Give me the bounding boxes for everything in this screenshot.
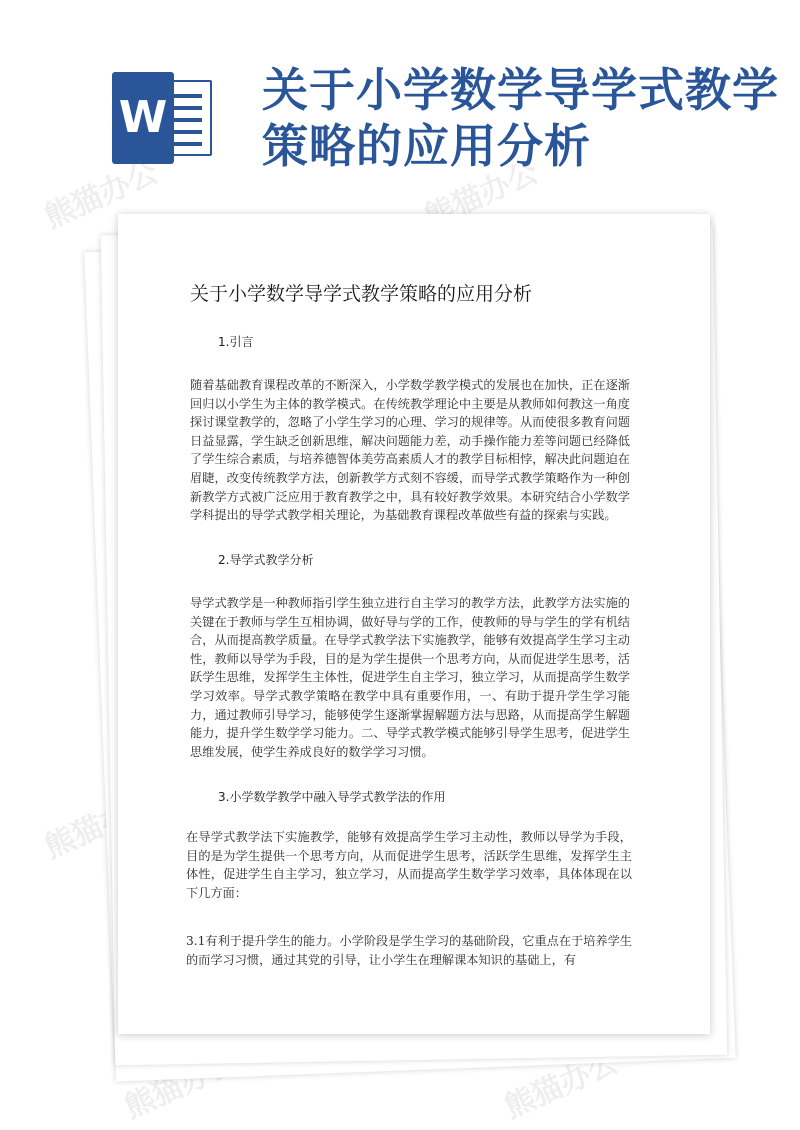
subsection-body: 3.1有利于提升学生的能力。小学阶段是学生学习的基础阶段，它重点在于培养学生的而学习习惯，通过其党的引导，让小学生在理解课本知识的基础上，有 [186, 934, 632, 967]
watermark: 熊猫办公 [39, 154, 164, 236]
watermark: 熊猫办公 [119, 1044, 244, 1126]
section-heading: 3.小学数学教学中融入导学式教学法的作用 [218, 790, 446, 804]
section-heading: 1.引言 [218, 335, 254, 349]
watermark: 熊猫办公 [499, 1044, 624, 1126]
banner-title: 关于小学数学导学式教学策略的应用分析 [262, 63, 779, 173]
watermark: 熊猫办公 [39, 784, 164, 866]
document-page [118, 214, 710, 1034]
word-icon [112, 72, 214, 164]
word-badge: W [112, 72, 174, 164]
watermark: 熊猫办公 [419, 154, 544, 236]
document-title: 关于小学数学导学式教学策略的应用分析 [190, 283, 533, 305]
section-body: 随着基础教育课程改革的不断深入，小学数学教学模式的发展也在加快，正在逐渐回归以小学生为主体的教学模式。在传统教学理论中主要是从教师如何教这一角度探讨课堂教学的，忽略了小学生学习的心理、学习的规律等。从而使很多教育问题日益显露，学生缺乏创新思维，解决问题能力差，动手操作能力差等问题已经降低了学生综合素质，与培养德智体美劳高素质人才的教学目标相悖，解决此问题迫在眉睫，改变传统教学方法，创新教学方式刻不容缓，而导学式教学策略作为一种创新教学方式被广泛应用于教育教学之中，具有较好教学效果。本研究结合小学数学学科提出的导学式教学相关理论，为基础教育课程改革做些有益的探索与实践。 [190, 378, 630, 523]
section-heading: 2.导学式教学分析 [218, 553, 314, 567]
section-body: 导学式教学是一种教师指引学生独立进行自主学习的教学方法，此教学方法实施的关键在于教师与学生互相协调，做好导与学的工作，使教师的导与学生的学有机结合，从而提高教学质量。在导学式教学法下实施教学，能够有效提高学生学习主动性，教师以导学为手段，目的是为学生提供一个思考方向，从而促进学生思考，活跃学生思维，发挥学生主体性，促进学生自主学习，独立学习，从而提高学生数学学习效率。导学式教学策略在教学中具有重要作用，一、有助于提升学生学习能力，通过教师引导学习，能够使学生逐渐掌握解题方法与思路，从而提高学生解题能力，提升学生数学学习能力。二、导学式教学模式能够引导学生思考，促进学生思维发展，使学生养成良好的数学学习习惯。 [190, 596, 630, 759]
section-body: 在导学式教学法下实施教学，能够有效提高学生学习主动性，教师以导学为手段，目的是为学生提供一个思考方向，从而促进学生思考，活跃学生思维，发挥学生主体性，促进学生自主学习，独立学习，从而提高学生数学学习效率，具体体现在以下几方面： [186, 830, 632, 900]
